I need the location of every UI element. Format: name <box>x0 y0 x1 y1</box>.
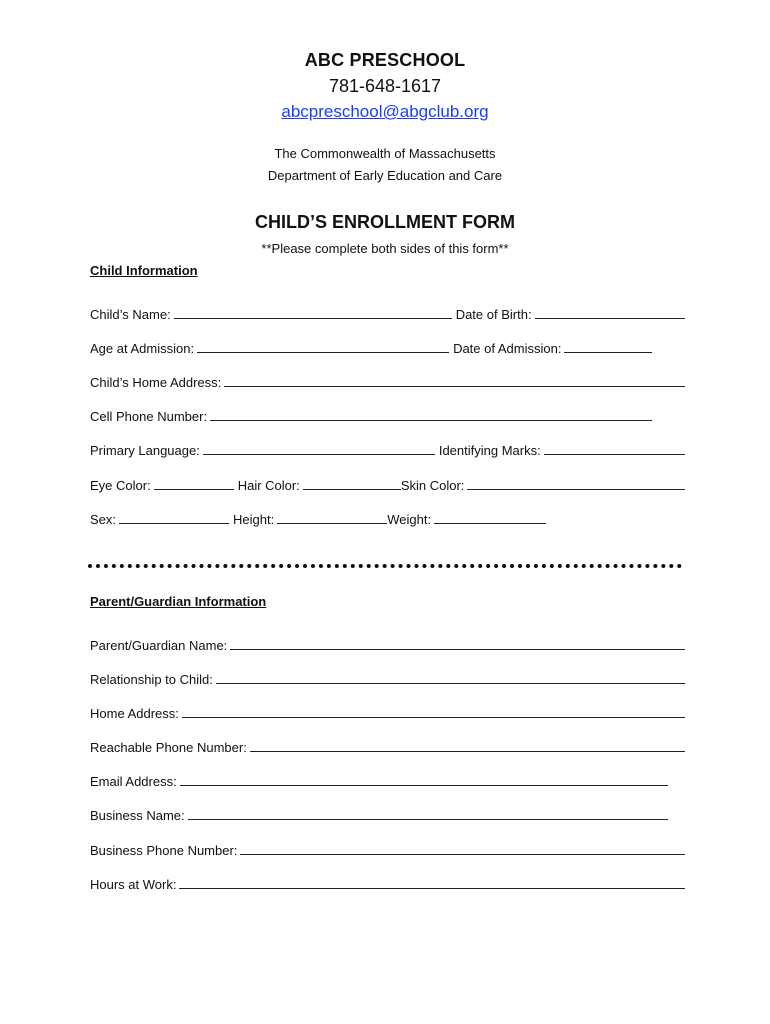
form-title: CHILD’S ENROLLMENT FORM <box>255 212 515 232</box>
relationship-label: Relationship to Child: <box>90 672 213 687</box>
date-of-birth-field[interactable] <box>535 318 685 319</box>
hair-color-field[interactable] <box>303 489 401 490</box>
cell-phone-label: Cell Phone Number: <box>90 409 208 424</box>
identifying-marks-field[interactable] <box>544 454 685 455</box>
agency-line-2: Department of Early Education and Care <box>267 168 503 183</box>
weight-field[interactable] <box>434 523 546 524</box>
business-phone-row <box>90 838 685 858</box>
section-divider <box>88 564 682 568</box>
language-row <box>90 438 685 458</box>
age-at-admission-label: Age at Admission: <box>90 341 195 356</box>
guardian-name-label: Parent/Guardian Name: <box>90 638 228 653</box>
reachable-phone-field[interactable] <box>250 751 685 752</box>
eye-color-field[interactable] <box>154 489 234 490</box>
skin-color-label: Skin Color: <box>400 478 465 493</box>
hours-at-work-label: Hours at Work: <box>90 877 177 892</box>
parent-info-heading: Parent/Guardian Information <box>90 594 267 609</box>
height-label: Height: <box>233 512 275 527</box>
cell-phone-row <box>90 404 685 424</box>
sex-field[interactable] <box>119 523 229 524</box>
business-name-row <box>90 803 685 823</box>
hours-at-work-row <box>90 872 685 892</box>
date-of-birth-label: Date of Birth: <box>455 307 532 322</box>
school-email-link[interactable]: abcpreschool@abgclub.org <box>281 102 489 121</box>
guardian-home-address-field[interactable] <box>182 717 685 718</box>
guardian-home-address-row <box>90 701 685 721</box>
color-row <box>90 473 685 493</box>
business-name-label: Business Name: <box>90 808 185 823</box>
business-name-field[interactable] <box>188 819 668 820</box>
reachable-phone-row <box>90 735 685 755</box>
eye-color-label: Eye Color: <box>90 478 151 493</box>
cell-phone-field[interactable] <box>210 420 652 421</box>
childs-name-field[interactable] <box>174 318 452 319</box>
childs-name-row <box>90 302 685 322</box>
child-home-address-label: Child’s Home Address: <box>90 375 222 390</box>
email-address-label: Email Address: <box>90 774 177 789</box>
identifying-marks-label: Identifying Marks: <box>438 443 541 458</box>
reachable-phone-label: Reachable Phone Number: <box>90 740 247 755</box>
business-phone-label: Business Phone Number: <box>90 843 238 858</box>
date-of-admission-label: Date of Admission: <box>453 341 562 356</box>
hours-at-work-field[interactable] <box>179 888 685 889</box>
weight-label: Weight: <box>387 512 432 527</box>
guardian-name-row <box>90 633 685 653</box>
skin-color-field[interactable] <box>467 489 685 490</box>
email-address-row <box>90 769 685 789</box>
hair-color-label: Hair Color: <box>237 478 300 493</box>
guardian-name-field[interactable] <box>230 649 685 650</box>
business-phone-field[interactable] <box>240 854 685 855</box>
primary-language-label: Primary Language: <box>90 443 200 458</box>
agency-line-1: The Commonwealth of Massachusetts <box>274 146 496 161</box>
sex-height-weight-row <box>90 507 685 527</box>
guardian-home-address-label: Home Address: <box>90 706 179 721</box>
admission-row <box>90 336 685 356</box>
school-phone: 781-648-1617 <box>328 76 442 96</box>
height-field[interactable] <box>277 523 387 524</box>
school-name: ABC PRESCHOOL <box>304 50 466 70</box>
primary-language-field[interactable] <box>203 454 435 455</box>
childs-name-label: Child’s Name: <box>90 307 171 322</box>
form-note: **Please complete both sides of this form** <box>261 241 509 256</box>
child-home-address-row <box>90 370 685 390</box>
relationship-row <box>90 667 685 687</box>
date-of-admission-field[interactable] <box>564 352 652 353</box>
email-address-field[interactable] <box>180 785 668 786</box>
child-info-heading: Child Information <box>90 263 198 278</box>
relationship-field[interactable] <box>216 683 685 684</box>
child-home-address-field[interactable] <box>224 386 685 387</box>
sex-label: Sex: <box>90 512 117 527</box>
age-at-admission-field[interactable] <box>197 352 449 353</box>
